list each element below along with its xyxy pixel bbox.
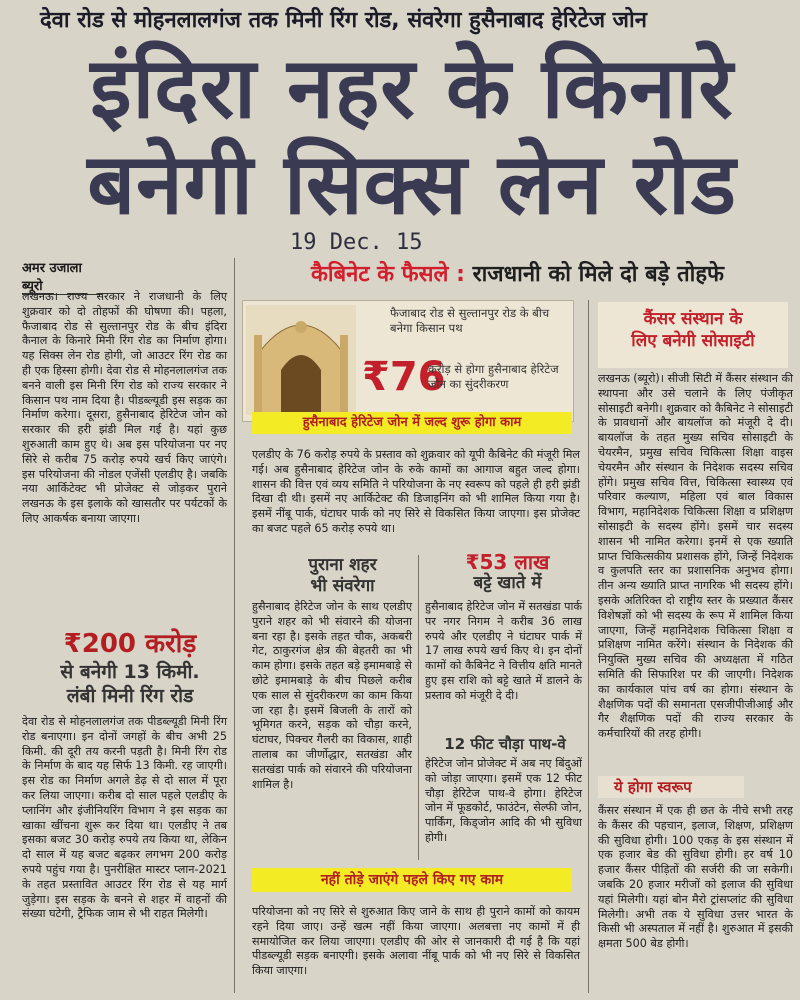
cancer-para: लखनऊ (ब्यूरो)। सीजी सिटी में कैंसर संस्थान की स्थापना और उसे चलाने के लिए पंजीकृत सोसाइटी बनेगी। शुक्रवार को कैबिनेट ने सोसाइटी के प्रावधानों और बायलॉज को मंजूरी दे दी। बायलॉज के तहत मुख्य सचिव सोसाइटी के चेयरमैन, प्रमुख सचिव चिकित्सा शिक्षा वाइस चेयरमैन और संस्थान के निदेशक सदस्य सचिव होंगे। प्रमुख सचिव वित्त, चिकित्सा स्वास्थ्य एवं परिवार कल्याण, महिला एवं बाल विकास विभाग, महानिदेशक चिकित्सा शिक्षा व प्रशिक्षण सोसाइटी के सदस्य होंगे। इसमें चार सदस्य शासन भी नामित करेगा। इनमें से एक ख्याति प्राप्त चिकित्सकीय प्रशासक होंगे, जिन्हें निदेशक व कुलपति स्तर का प्रशासनिक अनुभव होगा। तीन अन्य ख्याति प्राप्त नागरिक भी सदस्य होंगे। इसके अतिरिक्त दो राष्ट्रीय स्तर के प्रख्यात कैंसर विशेषज्ञों को भी सदस्य के रूप में शामिल किया जाएगा, जिन्हें महानिदेशक चिकित्सा शिक्षा व प्रशिक्षण नामित करेंगे। संस्थान के निदेशक की नियुक्ति मुख्य सचिव की अध्यक्षता में गठित समिति की सिफारिश पर की जाएगी। निदेशक का कार्यकाल पांच वर्ष का होगा। संस्थान के शैक्षणिक पदों की समानता एसजीपीजीआई और गैर शैक्षणिक पदों की राज्य सरकार के कर्मचारियों की तरह होगी। <box>598 372 793 741</box>
fact-box-line2: करोड़ से होगा हुसैनाबाद हेरिटेज जोन का सुंदरीकरण <box>428 362 559 391</box>
puraana-head-2: भी संवरेगा <box>310 576 375 596</box>
ring-road-subhead-2: लंबी मिनी रिंग रोड <box>66 685 194 707</box>
ring-road-subhead-1: से बनेगी 13 किमी. <box>60 661 200 683</box>
column-divider <box>234 258 235 993</box>
headline-line-1: इंदिरा नहर के किनारे <box>90 38 734 137</box>
nahi-todenge-head: नहीं तोड़े जाएंगे पहले किए गए काम <box>252 868 572 892</box>
mid-divider <box>418 555 419 860</box>
cancer-head-2: लिए बनेगी सोसाइटी <box>631 331 755 351</box>
fact-box-amount: ₹76 <box>362 354 446 400</box>
fact-box-line1: फैजाबाद रोड से सुल्तानपुर रोड के बीच बनेगा किसान पथ <box>390 306 550 335</box>
headline-line-2: बनेगी सिक्स लेन रोड <box>87 134 737 233</box>
nahi-todenge-para: परियोजना को नए सिरे से शुरुआत किए जाने के साथ ही पुराने कामों को कायम रहने दिया जाए। उन्हें खत्म नहीं किया जाएगा। अलबत्ता नए कामों में ही समायोजित कर लिया जाएगा। एलडीए की ओर से जानकारी दी गई है कि यहां पीडब्ल्यूडी सड़क बनाएगी। इसके अलावा नींबू पार्क को भी नए सिरे से विकसित किया जाएगा। <box>252 905 580 978</box>
kicker-headline: देवा रोड से मोहनलालगंज तक मिनी रिंग रोड, संवरेगा हुसैनाबाद हेरिटेज जोन <box>40 8 647 33</box>
cabinet-banner <box>240 258 795 292</box>
rumi-darwaza-image <box>246 305 356 415</box>
puraana-headline <box>285 555 400 597</box>
right-divider <box>588 300 589 993</box>
column1-para1: लखनऊ। राज्य सरकार ने राजधानी के लिए शुक्रवार को दो तोहफों की घोषणा की। पहला, फैजाबाद रोड से सुल्तानपुर रोड के बीच इंदिरा कैनाल के किनारे मिनी रिंग रोड का निर्माण होगा। यह सिक्स लेन रोड होगी, जो आउटर रिंग रोड का ही एक हिस्सा होगी। देवा रोड से मोहनलालगंज तक बनने वाली इस मिनी रिंग रोड को राज्य सरकार ने किसान पथ नाम दिया है। पीडब्ल्यूडी इस सड़क का निर्माण करेगा। दूसरा, हुसैनाबाद हेरिटेज जोन को सरकार की हरी झंडी मिल गई है। यहां कुछ शुरुआती काम हुए थे। अब इस परियोजना पर नए सिरे से करीब 75 करोड़ रुपये खर्च किए जाएंगे। इस परियोजना की नोडल एजेंसी एलडीए है। जबकि नया आर्किटेक्ट भी प्रोजेक्ट से जोड़कर पुराने लखनऊ के इस इलाके को खासतौर पर पर्यटकों के लिए आकर्षक बनाया जाएगा। <box>22 290 227 525</box>
cabinet-banner-part2: राजधानी को मिले दो बड़े तोहफे <box>464 262 724 287</box>
heritage-subhead: हुसैनाबाद हेरिटेज जोन में जल्द शुरू होगा काम <box>252 412 572 434</box>
box53-sub: बट्टे खाते में <box>473 573 542 593</box>
ring-road-amount: ₹200 करोड़ <box>63 629 197 659</box>
heritage-para: एलडीए के 76 करोड़ रुपये के प्रस्ताव को शुक्रवार को यूपी कैबिनेट की मंजूरी मिल गई। अब हुसैनाबाद हेरिटेज जोन के रुके कामों का आगाज बहुत जल्द होगा। शासन की वित्त एवं व्यय समिति ने परियोजना के नए स्वरूप को पहले ही हरी झंडी दिखा दी थी। इसमें नए आर्किटेक्ट की डिजाइनिंग को भी शामिल किया गया है। इसमें नींबू पार्क, घंटाघर पार्क को नए सिरे से विकसित किया जाएगा। इस प्रोजेक्ट का बजट पहले 65 करोड़ रुपये था। <box>252 448 580 535</box>
puraana-head-1: पुराना शहर <box>308 555 377 575</box>
pathway-head: 12 फीट चौड़ा पाथ-वे <box>444 735 566 753</box>
ring-road-box <box>30 624 230 708</box>
pathway-para: हेरिटेज जोन प्रोजेक्ट में अब नए बिंदुओं को जोड़ा जाएगा। इसमें एक 12 फीट चौड़ा हेरिटेज पाथ-वे होगा। हेरिटेज जोन में फूडकोर्ट, फाउंटेन, सेल्फी जोन, पार्किंग, किड्जोन आदि की भी सुविधा होगी। <box>425 757 582 844</box>
column1-para2: देवा रोड से मोहनलालगंज तक पीडब्ल्यूडी मिनी रिंग रोड बनाएगा। इन दोनों जगहों के बीच अभी 25 किमी. की दूरी तय करनी पड़ती है। मिनी रिंग रोड के निर्माण के बाद यह सिर्फ 13 किमी. रह जाएगी। इस रोड का निर्माण अगले डेढ़ से दो साल में पूरा कर लिया जाएगा। करीब दो साल पहले एलडीए के प्लानिंग और इंजीनियरिंग विभाग ने इस सड़क का खाका खींचना शुरू कर दिया था। एलडीए ने तब इसका बजट 30 करोड़ रुपये तय किया था, लेकिन दो साल में यह बजट बढ़कर लगभग 200 करोड़ रुपये पहुंच गया है। पुनरीक्षित मास्टर प्लान-2021 के तहत प्रस्तावित आउटर रिंग रोड से यह मार्ग जुड़ेगा। इस सड़क के बनने से शहर में वाहनों की संख्या घटेगी, ट्रैफिक जाम से भी राहत मिलेगी। <box>22 715 227 921</box>
box53-para: हुसैनाबाद हेरिटेज जोन में सतखंडा पार्क पर नगर निगम ने करीब 36 लाख रुपये और एलडीए ने घंटाघर पार्क में 17 लाख रुपये खर्च किए थे। इन दोनों कामों को कैबिनेट ने वित्तीय क्षति मानते हुए इस राशि को बट्टे खाते में डालने के प्रस्ताव को मंजूरी दे दी। <box>425 600 582 702</box>
cancer-subhead: ये होगा स्वरूप <box>598 776 744 798</box>
box53-headline <box>440 552 575 594</box>
cabinet-banner-part1: कैबिनेट के फैसले : <box>311 262 465 287</box>
cancer-headline <box>598 302 788 368</box>
puraana-para: हुसैनाबाद हेरिटेज जोन के साथ एलडीए पुराने शहर को भी संवारने की योजना बना रहा है। इसके तहत चौक, अकबरी गेट, ठाकुरगंज क्षेत्र की बेहतरी का भी काम होगा। इसके तहत बड़े इमामबाड़े से छोटे इमामबाड़े के बीच पिछले करीब एक साल से सुंदरीकरण का काम किया जा रहा है। इसमें बिजली के तारों को भूमिगत करने, सड़क को चौड़ा करने, घंटाघर, पिक्चर गैलरी का विकास, शाही तालाब का जीर्णोद्धार, सतखंडा और सतखंडा पार्क को संवारने की परियोजना शामिल है। <box>252 600 412 791</box>
handwritten-date: 19 Dec. 15 <box>290 230 423 255</box>
cancer-head-1: कैंसर संस्थान के <box>643 309 743 329</box>
cancer-para2: कैंसर संस्थान में एक ही छत के नीचे सभी तरह के कैंसर की पहचान, इलाज, शिक्षण, प्रशिक्षण की सुविधा होगी। 100 एकड़ के इस संस्थान में एक हजार बेड की सुविधा होगी। हर वर्ष 10 हजार कैंसर पीड़ितों की सर्जरी की जा सकेगी। जबकि 20 हजार मरीजों को इलाज की सुविधा यहां मिलेगी। यहां बोन मैरो ट्रांसप्लांट की सुविधा मिलेगी। अभी तक ये सुविधा उत्तर भारत के किसी भी अस्पताल में नहीं है। शुरुआत में इसकी क्षमता 500 बेड होगी। <box>598 804 793 951</box>
box53-amount: ₹53 लाख <box>465 550 550 574</box>
byline: अमर उजाला ब्यूरो <box>22 258 102 295</box>
